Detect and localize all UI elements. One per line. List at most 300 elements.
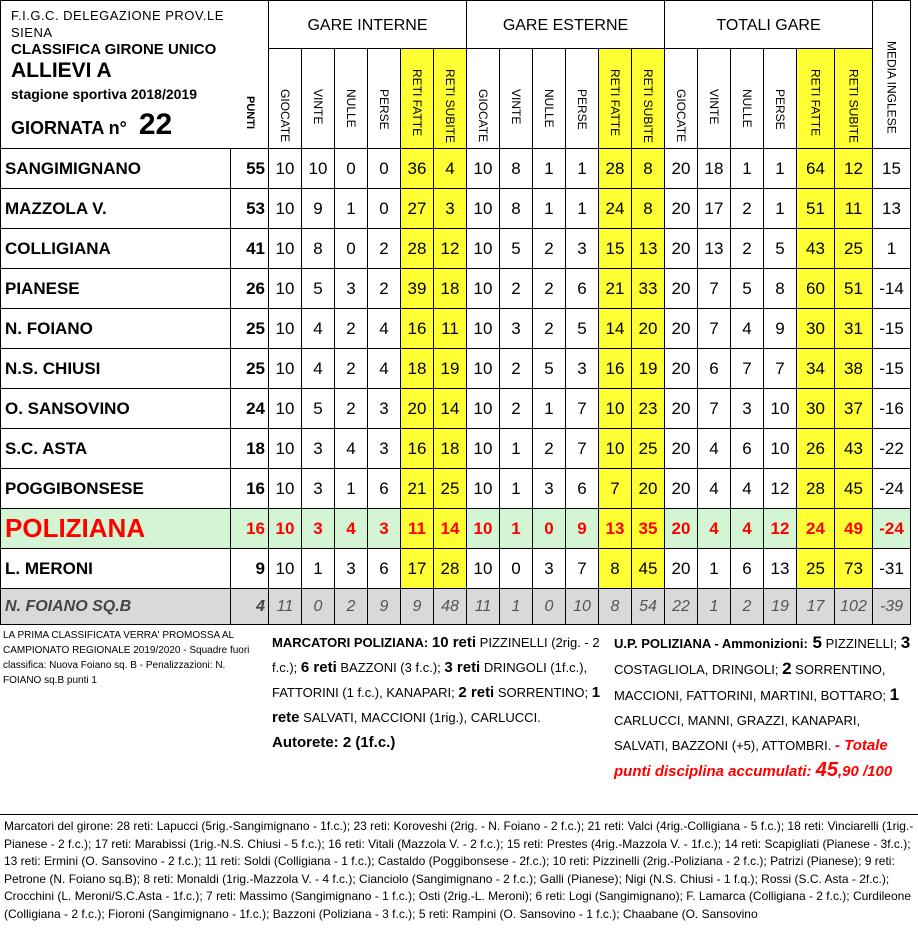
points-cell bbox=[231, 509, 269, 549]
team-cell bbox=[1, 309, 231, 349]
stat-cell bbox=[797, 349, 835, 389]
stat-value: 20 bbox=[638, 318, 658, 338]
stat-cell bbox=[764, 429, 797, 469]
stat-cell bbox=[434, 509, 467, 549]
vinte-header: VINTE bbox=[707, 89, 721, 125]
stat-cell bbox=[698, 589, 731, 625]
media-value: -39 bbox=[879, 597, 904, 615]
stat-cell bbox=[335, 389, 368, 429]
stat-value: 4 bbox=[742, 478, 752, 498]
stat-value: 8 bbox=[643, 198, 653, 218]
points-cell bbox=[231, 349, 269, 389]
stat-value: 54 bbox=[639, 597, 657, 615]
media-value: -14 bbox=[879, 278, 904, 298]
media-cell bbox=[873, 469, 911, 509]
stat-value: 7 bbox=[709, 318, 719, 338]
table-row bbox=[1, 309, 911, 349]
stat-value: 1 bbox=[577, 158, 587, 178]
stat-cell bbox=[467, 389, 500, 429]
stat-cell bbox=[269, 429, 302, 469]
stat-value: 4 bbox=[709, 518, 719, 538]
stat-value: 3 bbox=[511, 318, 521, 338]
team-name: COLLIGIANA bbox=[5, 238, 111, 258]
stat-cell bbox=[368, 229, 401, 269]
stat-cell bbox=[698, 469, 731, 509]
stat-cell bbox=[797, 229, 835, 269]
stat-value: 8 bbox=[511, 198, 521, 218]
stat-cell bbox=[731, 189, 764, 229]
stat-cell bbox=[566, 349, 599, 389]
stat-value: 8 bbox=[643, 158, 653, 178]
stat-cell bbox=[368, 349, 401, 389]
stat-cell bbox=[269, 189, 302, 229]
stat-value: 9 bbox=[412, 597, 422, 615]
stat-cell bbox=[533, 309, 566, 349]
giornata-label: GIORNATA n° bbox=[11, 118, 127, 138]
federation-line: F.I.G.C. DELEGAZIONE PROV.LE SIENA bbox=[11, 8, 224, 40]
stat-value: 45 bbox=[638, 558, 658, 578]
stat-cell bbox=[764, 509, 797, 549]
stat-cell bbox=[335, 269, 368, 309]
stat-cell bbox=[401, 469, 434, 509]
stat-cell bbox=[835, 349, 873, 389]
stat-value: 2 bbox=[346, 358, 356, 378]
stat-cell bbox=[500, 349, 533, 389]
giornata-number: 22 bbox=[138, 108, 173, 141]
stat-value: 8 bbox=[313, 238, 323, 258]
stat-cell bbox=[835, 149, 873, 189]
stat-cell bbox=[731, 309, 764, 349]
stat-cell bbox=[835, 509, 873, 549]
stat-cell bbox=[566, 309, 599, 349]
team-cell bbox=[1, 549, 231, 589]
stat-value: 23 bbox=[638, 398, 658, 418]
sub-header bbox=[632, 49, 665, 149]
stat-cell bbox=[533, 269, 566, 309]
stat-value: 10 bbox=[275, 438, 295, 458]
stat-cell bbox=[835, 549, 873, 589]
stat-value: 10 bbox=[473, 278, 493, 298]
stat-value: 10 bbox=[473, 438, 493, 458]
stat-cell bbox=[731, 429, 764, 469]
stat-cell bbox=[500, 469, 533, 509]
stat-value: 5 bbox=[313, 398, 323, 418]
stat-cell bbox=[698, 549, 731, 589]
stat-value: 7 bbox=[709, 398, 719, 418]
stat-cell bbox=[698, 509, 731, 549]
season-label: stagione sportiva 2018/2019 bbox=[11, 86, 197, 102]
stat-value: 11 bbox=[844, 198, 863, 218]
stat-cell bbox=[599, 269, 632, 309]
stat-value: 16 bbox=[407, 438, 427, 458]
stat-value: 8 bbox=[511, 158, 521, 178]
stat-value: 1 bbox=[775, 198, 785, 218]
stat-value: 20 bbox=[671, 198, 691, 218]
team-name: O. SANSOVINO bbox=[5, 398, 130, 418]
stat-value: 11 bbox=[441, 318, 459, 338]
stat-value: 10 bbox=[605, 398, 625, 418]
stat-cell bbox=[797, 269, 835, 309]
vinte-header: VINTE bbox=[311, 89, 325, 125]
stat-cell bbox=[566, 589, 599, 625]
stat-cell bbox=[467, 429, 500, 469]
stat-cell bbox=[434, 189, 467, 229]
stat-cell bbox=[764, 269, 797, 309]
stat-value: 0 bbox=[544, 518, 554, 538]
stat-cell bbox=[632, 189, 665, 229]
stat-value: 12 bbox=[440, 238, 460, 258]
stat-value: 33 bbox=[638, 278, 658, 298]
stat-value: 20 bbox=[671, 558, 691, 578]
sub-header bbox=[368, 49, 401, 149]
stat-value: 17 bbox=[407, 558, 427, 578]
stat-cell bbox=[500, 549, 533, 589]
stat-value: 3 bbox=[313, 518, 323, 538]
stat-cell bbox=[533, 389, 566, 429]
stat-value: 9 bbox=[379, 597, 389, 615]
stat-cell bbox=[835, 469, 873, 509]
giocate-header: GIOCATE bbox=[476, 89, 490, 143]
sub-header bbox=[665, 49, 698, 149]
stat-value: 45 bbox=[844, 478, 863, 498]
media-value: -24 bbox=[879, 478, 904, 498]
stat-value: 7 bbox=[577, 438, 587, 458]
stat-value: 43 bbox=[844, 438, 863, 458]
reti_subite-header: RETI SUBITE bbox=[641, 69, 655, 144]
stat-value: 13 bbox=[638, 238, 658, 258]
points: 24 bbox=[246, 398, 265, 418]
away-group-header: GARE ESTERNE bbox=[502, 16, 629, 34]
sub-header bbox=[401, 49, 434, 149]
stat-cell bbox=[368, 549, 401, 589]
team-cell bbox=[1, 269, 231, 309]
stat-cell bbox=[500, 189, 533, 229]
stat-value: 36 bbox=[407, 158, 427, 178]
stat-cell bbox=[632, 549, 665, 589]
stat-cell bbox=[467, 189, 500, 229]
stat-cell bbox=[764, 349, 797, 389]
stat-cell bbox=[566, 429, 599, 469]
stat-value: 2 bbox=[346, 318, 356, 338]
stat-value: 35 bbox=[638, 518, 658, 538]
stat-value: 2 bbox=[346, 398, 356, 418]
stat-value: 1 bbox=[544, 198, 554, 218]
stat-cell bbox=[665, 509, 698, 549]
stat-cell bbox=[599, 429, 632, 469]
stat-value: 64 bbox=[806, 158, 825, 178]
points-cell bbox=[231, 429, 269, 469]
stat-cell bbox=[764, 149, 797, 189]
sub-header bbox=[566, 49, 599, 149]
stat-value: 3 bbox=[544, 478, 554, 498]
points: 53 bbox=[246, 198, 265, 218]
stat-cell bbox=[698, 189, 731, 229]
stat-cell bbox=[835, 189, 873, 229]
media-cell bbox=[873, 229, 911, 269]
stat-cell bbox=[335, 189, 368, 229]
stat-value: 3 bbox=[313, 438, 323, 458]
perse-header: PERSE bbox=[377, 89, 391, 130]
stat-cell bbox=[368, 429, 401, 469]
promotion-note: LA PRIMA CLASSIFICATA VERRA' PROMOSSA AL CAMPIONATO REGIONALE 2019/2020 - Squadre fuori classifica: Nuova Foiano sq. B - Penalizzazioni: N. FOIANO sq.B punti 1 bbox=[3, 630, 250, 686]
stat-value: 5 bbox=[742, 278, 752, 298]
sub-header bbox=[335, 49, 368, 149]
stat-value: 0 bbox=[379, 198, 389, 218]
stat-value: 5 bbox=[544, 358, 554, 378]
points-cell bbox=[231, 189, 269, 229]
stat-value: 5 bbox=[511, 238, 521, 258]
media-value: -31 bbox=[879, 558, 904, 578]
stat-cell bbox=[665, 269, 698, 309]
points-cell bbox=[231, 549, 269, 589]
stat-cell bbox=[731, 389, 764, 429]
stat-value: 3 bbox=[313, 478, 323, 498]
stat-cell bbox=[665, 469, 698, 509]
nulle-header: NULLE bbox=[344, 89, 358, 128]
stat-value: 2 bbox=[511, 398, 521, 418]
stat-value: 51 bbox=[844, 278, 863, 298]
stat-cell bbox=[665, 349, 698, 389]
stat-cell bbox=[500, 229, 533, 269]
stat-cell bbox=[665, 429, 698, 469]
stat-cell bbox=[731, 149, 764, 189]
team-cell bbox=[1, 589, 231, 625]
stat-cell bbox=[368, 149, 401, 189]
stat-cell bbox=[467, 469, 500, 509]
stat-value: 2 bbox=[511, 358, 521, 378]
stat-cell bbox=[302, 389, 335, 429]
stat-value: 5 bbox=[313, 278, 323, 298]
stat-cell bbox=[533, 349, 566, 389]
stat-value: 25 bbox=[844, 238, 863, 258]
stat-cell bbox=[632, 509, 665, 549]
stat-value: 1 bbox=[313, 558, 323, 578]
stat-cell bbox=[500, 509, 533, 549]
stat-cell bbox=[269, 469, 302, 509]
stat-cell bbox=[467, 349, 500, 389]
stat-value: 0 bbox=[379, 158, 389, 178]
team-name: POLIZIANA bbox=[5, 513, 146, 544]
stat-value: 14 bbox=[440, 398, 460, 418]
stat-cell bbox=[533, 549, 566, 589]
stat-value: 5 bbox=[577, 318, 587, 338]
stat-value: 26 bbox=[806, 438, 825, 458]
stat-cell bbox=[401, 269, 434, 309]
stat-value: 1 bbox=[577, 198, 587, 218]
stat-cell bbox=[401, 589, 434, 625]
stat-value: 3 bbox=[379, 438, 389, 458]
media-header: MEDIA INGLESE bbox=[884, 41, 899, 134]
stat-cell bbox=[302, 429, 335, 469]
stat-value: 16 bbox=[407, 318, 427, 338]
media-cell bbox=[873, 149, 911, 189]
stat-value: 10 bbox=[275, 278, 295, 298]
stat-cell bbox=[566, 269, 599, 309]
stat-cell bbox=[599, 149, 632, 189]
stat-cell bbox=[533, 509, 566, 549]
stat-cell bbox=[434, 429, 467, 469]
stat-value: 10 bbox=[308, 158, 328, 178]
table-row bbox=[1, 389, 911, 429]
sub-header bbox=[731, 49, 764, 149]
sub-header bbox=[698, 49, 731, 149]
stat-value: 3 bbox=[577, 238, 587, 258]
stat-value: 10 bbox=[275, 238, 295, 258]
stat-value: 1 bbox=[742, 158, 752, 178]
stat-cell bbox=[632, 269, 665, 309]
stat-value: 1 bbox=[709, 558, 719, 578]
stat-value: 43 bbox=[806, 238, 825, 258]
team-name: N. FOIANO SQ.B bbox=[5, 597, 132, 615]
media-cell bbox=[873, 549, 911, 589]
stat-cell bbox=[335, 509, 368, 549]
points-cell bbox=[231, 589, 269, 625]
stat-cell bbox=[599, 549, 632, 589]
stat-value: 19 bbox=[440, 358, 460, 378]
stat-cell bbox=[566, 189, 599, 229]
media-cell bbox=[873, 589, 911, 625]
media-col bbox=[873, 1, 911, 149]
stat-cell bbox=[764, 229, 797, 269]
stat-cell bbox=[731, 349, 764, 389]
stat-value: 1 bbox=[544, 158, 554, 178]
stat-cell bbox=[269, 349, 302, 389]
stat-value: 60 bbox=[806, 278, 825, 298]
stat-value: 3 bbox=[379, 398, 389, 418]
stat-value: 1 bbox=[511, 438, 521, 458]
stat-cell bbox=[835, 589, 873, 625]
stat-cell bbox=[368, 309, 401, 349]
header-cell bbox=[1, 1, 231, 149]
classification-title: CLASSIFICA GIRONE UNICO bbox=[11, 41, 217, 58]
table-row bbox=[1, 549, 911, 589]
stat-value: 2 bbox=[544, 438, 554, 458]
stat-value: 2 bbox=[544, 278, 554, 298]
stat-value: 10 bbox=[473, 158, 493, 178]
reti_subite-header: RETI SUBITE bbox=[443, 69, 457, 144]
stat-cell bbox=[599, 589, 632, 625]
stat-value: 13 bbox=[770, 558, 790, 578]
stat-cell bbox=[764, 389, 797, 429]
stat-value: 7 bbox=[742, 358, 752, 378]
team-cell bbox=[1, 349, 231, 389]
stat-value: 11 bbox=[276, 597, 294, 615]
sub-header bbox=[302, 49, 335, 149]
stat-cell bbox=[797, 149, 835, 189]
stat-value: 2 bbox=[544, 318, 554, 338]
stat-value: 6 bbox=[379, 558, 389, 578]
points: 41 bbox=[246, 238, 265, 258]
team-name: N.S. CHIUSI bbox=[5, 358, 101, 378]
stat-cell bbox=[434, 349, 467, 389]
stat-value: 10 bbox=[605, 438, 625, 458]
stat-value: 25 bbox=[638, 438, 658, 458]
points: 9 bbox=[255, 558, 265, 578]
stat-value: 18 bbox=[440, 278, 460, 298]
stat-value: 0 bbox=[346, 238, 356, 258]
team-name: S.C. ASTA bbox=[5, 438, 88, 458]
media-cell bbox=[873, 389, 911, 429]
stat-value: 30 bbox=[806, 318, 825, 338]
stat-cell bbox=[302, 309, 335, 349]
sub-header bbox=[533, 49, 566, 149]
stat-value: 11 bbox=[408, 518, 426, 538]
table-row bbox=[1, 469, 911, 509]
stat-cell bbox=[401, 349, 434, 389]
points: 4 bbox=[256, 597, 265, 615]
team-cell bbox=[1, 149, 231, 189]
stat-value: 10 bbox=[473, 398, 493, 418]
team-name: POGGIBONSESE bbox=[5, 478, 144, 498]
table-row bbox=[1, 589, 911, 625]
stat-value: 2 bbox=[742, 238, 752, 258]
stat-value: 3 bbox=[445, 198, 455, 218]
table-row bbox=[1, 269, 911, 309]
group-away bbox=[467, 1, 665, 49]
stat-cell bbox=[566, 149, 599, 189]
media-value: 1 bbox=[886, 238, 897, 258]
stat-cell bbox=[665, 549, 698, 589]
reti_fatte-header: RETI FATTE bbox=[608, 69, 622, 137]
stat-value: 4 bbox=[742, 518, 752, 538]
total-group-header: TOTALI GARE bbox=[716, 16, 821, 34]
stat-cell bbox=[302, 589, 335, 625]
stat-cell bbox=[302, 229, 335, 269]
media-cell bbox=[873, 269, 911, 309]
stat-cell bbox=[368, 589, 401, 625]
stat-cell bbox=[731, 269, 764, 309]
stat-cell bbox=[269, 269, 302, 309]
stat-value: 11 bbox=[474, 597, 492, 615]
stat-value: 15 bbox=[605, 238, 625, 258]
stat-value: 0 bbox=[346, 158, 356, 178]
team-name: MAZZOLA V. bbox=[5, 198, 107, 218]
stat-value: 7 bbox=[610, 478, 620, 498]
stat-cell bbox=[566, 389, 599, 429]
stat-cell bbox=[368, 389, 401, 429]
stat-value: 19 bbox=[771, 597, 789, 615]
giocate-header: GIOCATE bbox=[674, 89, 688, 143]
stat-value: 10 bbox=[275, 358, 295, 378]
stat-value: 4 bbox=[709, 478, 719, 498]
stat-value: 20 bbox=[671, 438, 691, 458]
stat-value: 4 bbox=[742, 318, 752, 338]
stat-value: 10 bbox=[275, 318, 295, 338]
stat-value: 10 bbox=[275, 158, 295, 178]
stat-value: 3 bbox=[379, 518, 389, 538]
stat-cell bbox=[302, 269, 335, 309]
stat-value: 9 bbox=[313, 198, 323, 218]
stat-cell bbox=[797, 309, 835, 349]
stat-cell bbox=[302, 509, 335, 549]
stat-cell bbox=[467, 269, 500, 309]
stat-value: 6 bbox=[577, 278, 587, 298]
stat-value: 4 bbox=[379, 318, 389, 338]
stat-cell bbox=[434, 269, 467, 309]
stat-cell bbox=[434, 309, 467, 349]
stat-cell bbox=[302, 149, 335, 189]
stat-value: 3 bbox=[742, 398, 752, 418]
stat-value: 4 bbox=[346, 438, 356, 458]
points: 18 bbox=[246, 438, 265, 458]
stat-value: 18 bbox=[407, 358, 427, 378]
stat-cell bbox=[698, 269, 731, 309]
stat-cell bbox=[698, 309, 731, 349]
giocate-header: GIOCATE bbox=[278, 89, 292, 143]
stat-value: 1 bbox=[346, 198, 356, 218]
table-row bbox=[1, 149, 911, 189]
stat-cell bbox=[533, 429, 566, 469]
